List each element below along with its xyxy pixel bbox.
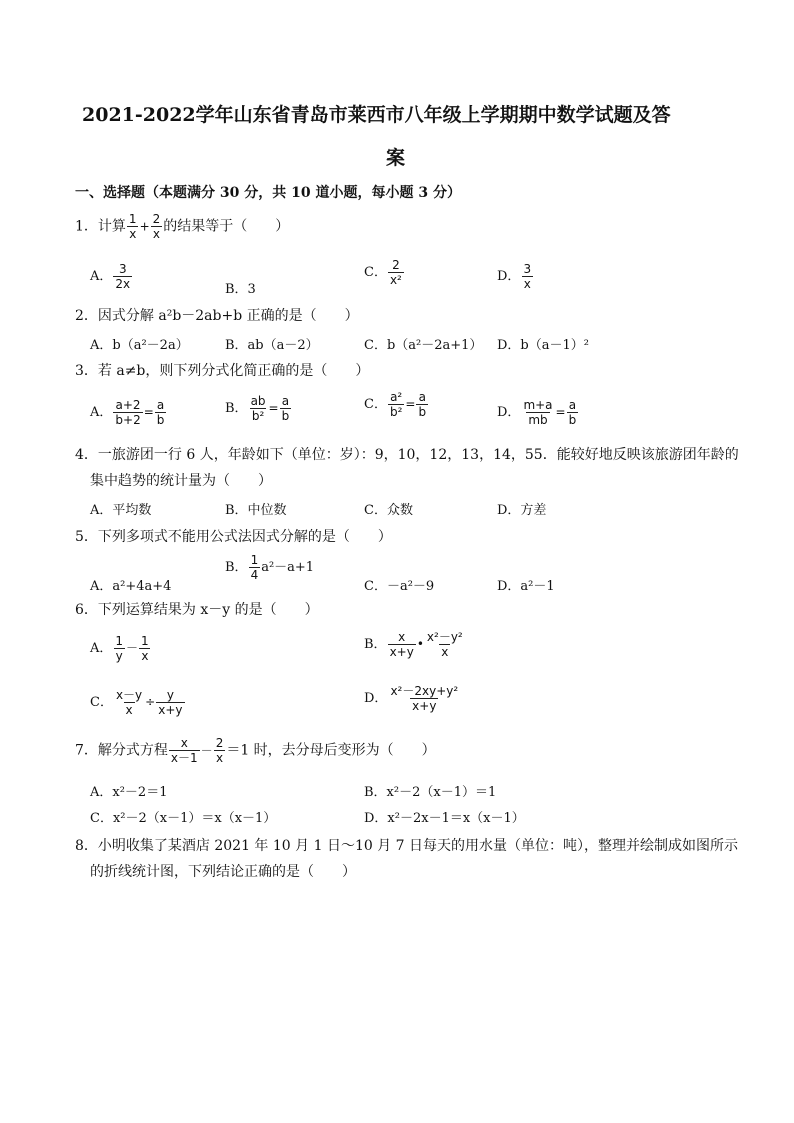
q1-prefix: 1．计算 [75,218,126,235]
q1-frac-1: $\frac{1}{x}$ [128,212,137,241]
question-4-line1: 4．一旅游团一行 6 人，年龄如下（单位：岁）：9，10，12，13，14，55．能较好地反映该旅游团年龄的 [75,447,739,463]
q1-suffix: 的结果等于（ ） [163,218,290,235]
question-6: 6．下列运算结果为 x－y 的是（ ） [75,602,319,618]
q5-option-d: D．a²－1 [497,579,555,594]
q2-option-b: B．ab（a－2） [225,338,319,353]
q7-option-a: A．x²－2＝1 [90,785,168,800]
q1-plus: + [139,219,150,234]
q5-option-a: A．a²+4a+4 [90,579,172,594]
doc-title-line1: 2021-2022学年山东省青岛市莱西市八年级上学期期中数学试题及答 [82,104,671,126]
question-8-line1: 8．小明收集了某酒店 2021 年 10 月 1 日～10 月 7 日每天的用水量（单位：吨），整理并绘制成如图所示 [75,838,739,854]
q4-option-a: A．平均数 [90,503,152,518]
q1-option-c: C． $\frac{2}{\text{x²}}$ [364,258,402,287]
q2-option-d: D．b（a－1）² [497,338,589,353]
q7-option-c: C．x²－2（x－1）＝x（x－1） [90,811,277,826]
q5-option-c: C．－a²－9 [364,579,435,594]
q2-option-a: A．b（a²－2a） [90,338,189,353]
q1-option-b: B．3 [225,282,256,297]
q3-option-b: B． $\frac{ab}{\text{b²}}$ = $\frac{a}{b}$ [225,394,290,423]
question-1 [75,212,289,241]
q3-option-d: D． $\frac{m+a}{mb}$ = $\frac{a}{b}$ [497,398,577,427]
question-7: 7．解分式方程 $\frac{x}{x-1}$ － $\frac{2}{x}$ ＝1 时，去分母后变形为（ ） [75,736,436,765]
doc-title-line2: 案 [386,147,406,169]
q2-option-c: C．b（a²－2a+1） [364,338,483,353]
question-5: 5．下列多项式不能用公式法因式分解的是（ ） [75,529,392,545]
q5-option-b: B． $\frac{1}{4}$ a²－a+1 [225,553,315,582]
section-heading: 一、选择题（本题满分 30 分，共 10 道小题，每小题 3 分） [75,185,461,201]
question-3: 3．若 a≠b，则下列分式化简正确的是（ ） [75,363,370,379]
q3-option-a: A． $\frac{a+2}{b+2}$ = $\frac{a}{b}$ [90,398,165,427]
q7-option-d: D．x²－2x－1＝x（x－1） [364,811,525,826]
q4-option-b: B．中位数 [225,503,287,518]
question-8-line2: 的折线统计图，下列结论正确的是（ ） [90,864,356,880]
q4-option-c: C．众数 [364,503,413,518]
q1-option-a: A． $\frac{3}{2x}$ [90,262,131,291]
question-2: 2．因式分解 a²b－2ab+b 正确的是（ ） [75,308,359,324]
q4-option-d: D．方差 [497,503,547,518]
q6-option-a: A． $\frac{1}{y}$ － $\frac{1}{x}$ [90,634,149,663]
q7-option-b: B．x²－2（x－1）＝1 [364,785,497,800]
q3-option-c: C． $\frac{\text{a²}}{\text{b²}}$ = $\frac{a}{b}$ [364,390,427,419]
q1-frac-2: $\frac{2}{x}$ [152,212,161,241]
q1-option-d: D． $\frac{3}{x}$ [497,262,532,291]
q6-option-b: B． $\frac{x}{x+y}$ • $\frac{\text{x²－y²}}{x}$ [364,630,463,659]
q6-option-d: D． $\frac{\text{x²－2xy+y²}}{x+y}$ [364,684,459,713]
question-4-line2: 集中趋势的统计量为（ ） [90,473,272,489]
q6-option-c: C． $\frac{x-y}{x}$ ÷ $\frac{y}{x+y}$ [90,688,183,717]
